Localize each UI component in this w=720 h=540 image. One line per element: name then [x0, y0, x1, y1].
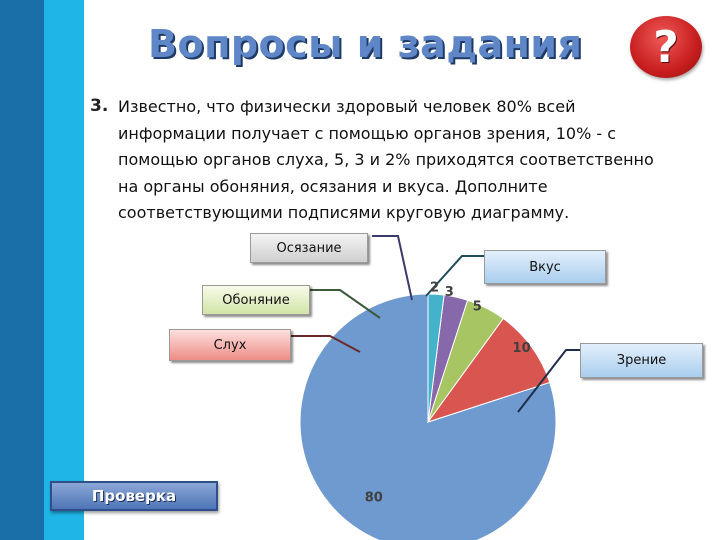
question-number: 3. [90, 96, 109, 116]
data-label-taste: 2 [429, 280, 440, 296]
question-mark-icon: ? [630, 16, 702, 78]
check-button[interactable]: Проверка [50, 481, 218, 511]
data-label-touch: 3 [444, 284, 454, 300]
label-smell[interactable]: Обоняние [202, 285, 310, 315]
data-label-hearing: 10 [512, 340, 531, 356]
label-touch[interactable]: Осязание [250, 233, 368, 263]
data-label-vision: 80 [364, 490, 383, 506]
label-vision[interactable]: Зрение [580, 343, 703, 378]
slide-title: Вопросы и задания [148, 22, 583, 66]
leader-line-touch [372, 236, 412, 300]
question-text: Известно, что физически здоровый человек 80% всей информации получает с помощью органов зрения, 10% - с помощью органов слуха, 5, 3 и 2% приходятся соответственно на органы обоняния, осязания и вкуса. Дополните соответствующими подписями круговую диаграмму. [118, 97, 654, 222]
label-hearing[interactable]: Слух [169, 329, 291, 361]
label-taste[interactable]: Вкус [484, 250, 606, 284]
data-label-smell: 5 [472, 299, 482, 315]
